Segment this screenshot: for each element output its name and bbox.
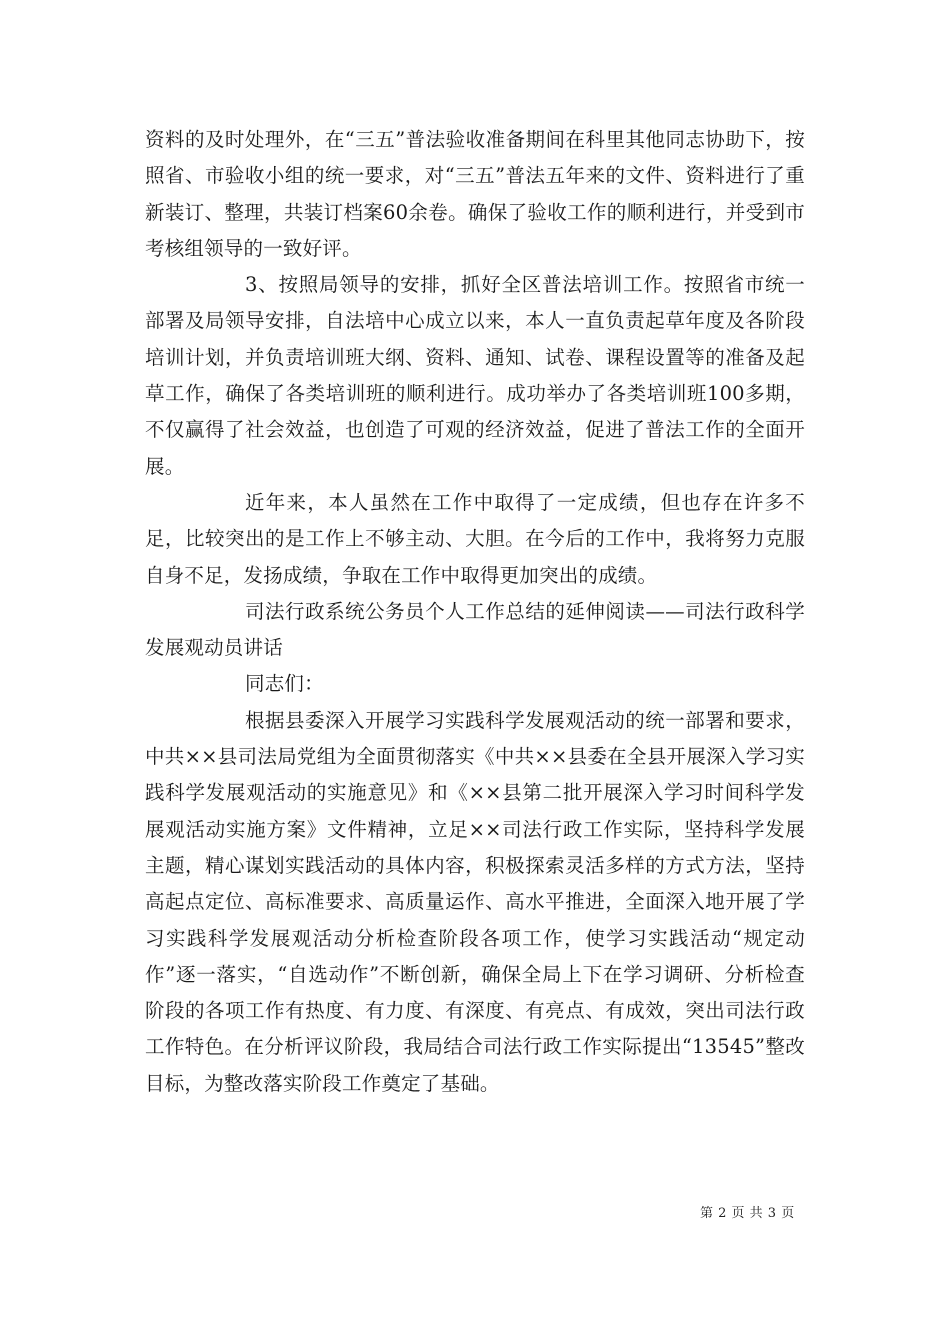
page-number-footer: 第 2 页 共 3 页: [700, 1206, 795, 1221]
paragraph-training-work: 3、按照局领导的安排，抓好全区普法培训工作。按照省市统一部署及局领导安排，自法培中心成立以来，本人一直负责起草年度及各阶段培训计划，并负责培训班大纲、资料、通知、试卷、课程设置等的准备及起草工作，确保了各类培训班的顺利进行。成功举办了各类培训班100多期，不仅赢得了社会效益，也创造了可观的经济效益，促进了普法工作的全面开展。: [145, 273, 805, 478]
paragraph-archive-work: 资料的及时处理外，在“三五”普法验收准备期间在科里其他同志协助下，按照省、市验收小组的统一要求，对“三五”普法五年来的文件、资料进行了重新装订、整理，共装订档案60余卷。确保了验收工作的顺利进行，并受到市考核组领导的一致好评。: [145, 128, 805, 260]
paragraph-speech-body: 根据县委深入开展学习实践科学发展观活动的统一部署和要求，中共××县司法局党组为全面贯彻落实《中共××县委在全县开展深入学习实践科学发展观活动的实施意见》和《××县第二批开展深入学习时间科学发展观活动实施方案》文件精神，立足××司法行政工作实际，坚持科学发展主题，精心谋划实践活动的具体内容，积极探索灵活多样的方式方法，坚持高起点定位、高标准要求、高质量运作、高水平推进，全面深入地开展了学习实践科学发展观活动分析检查阶段各项工作，使学习实践活动“规定动作”逐一落实，“自选动作”不断创新，确保全局上下在学习调研、分析检查阶段的各项工作有热度、有力度、有深度、有亮点、有成效，突出司法行政工作特色。在分析评议阶段，我局结合司法行政工作实际提出“13545”整改目标，为整改落实阶段工作奠定了基础。: [145, 708, 805, 1095]
paragraph-extended-reading-title: 司法行政系统公务员个人工作总结的延伸阅读——司法行政科学发展观动员讲话: [145, 599, 805, 660]
document-body: [145, 122, 805, 1102]
paragraph-shortcomings: 近年来，本人虽然在工作中取得了一定成绩，但也存在许多不足，比较突出的是工作上不够主动、大胆。在今后的工作中，我将努力克服自身不足，发扬成绩，争取在工作中取得更加突出的成绩。: [145, 490, 805, 587]
paragraph-salutation: 同志们：: [245, 672, 324, 696]
